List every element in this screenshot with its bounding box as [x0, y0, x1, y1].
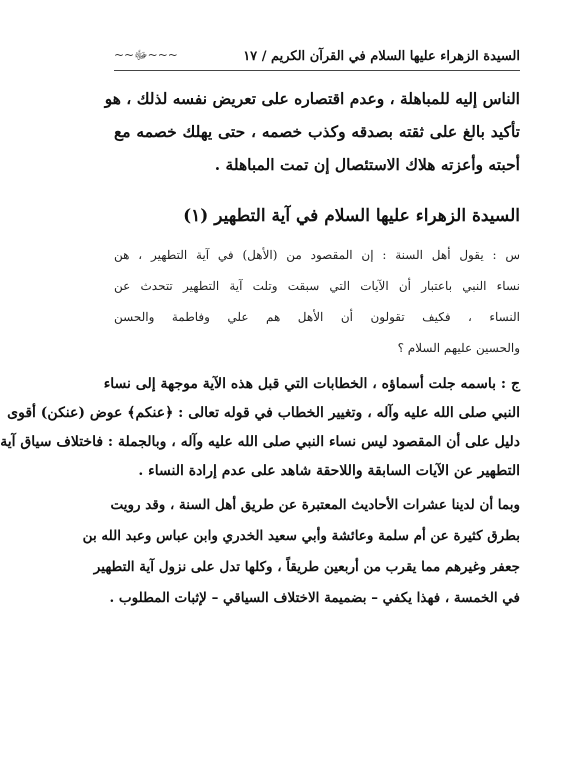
text-line: جعفر وغيرهم مما يقرب من أربعين طريقاً ، وكلها تدل على نزول آية التطهير — [93, 559, 520, 575]
section-heading: السيدة الزهراء عليها السلام في آية التطهير (١) — [183, 206, 520, 226]
text-line: تأكيد بالغ على ثقته بصدقه وكذب خصمه ، حتى يهلك خصمه مع — [114, 122, 520, 141]
text-line: التطهير عن الآيات السابقة واللاحقة شاهد على عدم إرادة النساء . — [138, 463, 520, 479]
text-line: بطرق كثيرة عن أم سلمة وعائشة وأبي سعيد الخدري وابن عباس وعبد الله بن — [82, 528, 520, 544]
text-line: في الخمسة ، فهذا يكفي – بضميمة الاختلاف السياقي – لإثبات المطلوب . — [109, 590, 520, 606]
header-ornament-icon: ~~~ﷻ~~ — [114, 48, 178, 62]
answer-paragraph — [0, 370, 520, 486]
text-line: النساء ، فكيف تقولون أن الأهل هم علي وفاطمة والحسن — [114, 310, 520, 324]
text-line: النبي صلى الله عليه وآله ، وتغيير الخطاب في قوله تعالى : ﴿عنكم﴾ عوض (عنكن) أقوى — [7, 405, 520, 421]
text-line: أحبته وأعزته هلاك الاستئصال إن تمت المباهلة . — [214, 155, 520, 174]
text-line: س : يقول أهل السنة : إن المقصود من (الأهل) في آية التطهير ، هن — [114, 248, 520, 262]
running-header-title: السيدة الزهراء عليها السلام في القرآن الكريم / ١٧ — [243, 48, 520, 64]
evidence-paragraph — [82, 490, 520, 614]
question-paragraph — [114, 240, 520, 364]
header-divider — [114, 70, 520, 71]
text-line: دليل على أن المقصود ليس نساء النبي صلى الله عليه وآله ، وبالجملة : فاختلاف سياق آية — [0, 434, 520, 450]
text-line: وبما أن لدينا عشرات الأحاديث المعتبرة عن طريق أهل السنة ، وقد رويت — [110, 497, 520, 513]
paragraph-intro — [104, 82, 520, 181]
text-line: والحسين عليهم السلام ؟ — [397, 341, 520, 355]
running-header — [114, 44, 520, 68]
text-line: الناس إليه للمباهلة ، وعدم اقتصاره على تعريض نفسه لذلك ، هو — [104, 89, 520, 108]
text-line: ج : باسمه جلت أسماؤه ، الخطابات التي قبل هذه الآية موجهة إلى نساء — [103, 376, 520, 392]
text-line: نساء النبي باعتبار أن الآيات التي سبقت وتلت آية التطهير تتحدث عن — [114, 279, 520, 293]
